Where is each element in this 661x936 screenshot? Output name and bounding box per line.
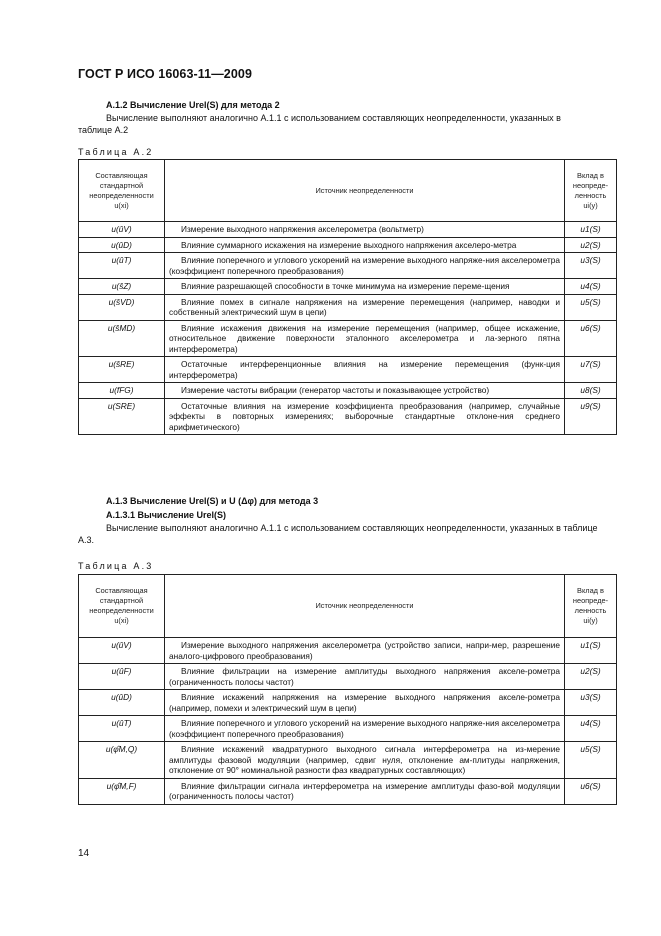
table-row	[79, 742, 617, 779]
table-cell-source: Влияние поперечного и углового ускорений на измерение выходного напряже-ния акселерометра (коэффициент поперечного преобразования)	[165, 716, 565, 742]
page-number: 14	[78, 848, 90, 859]
table-cell-symbol: u(ŝVD)	[79, 294, 165, 320]
table-cell-contribution: u2(S)	[565, 664, 617, 690]
table-a3-header-source: Источник неопределенности	[165, 575, 565, 638]
table-cell-contribution: u7(S)	[565, 357, 617, 383]
table-cell-symbol: u(ŝMD)	[79, 320, 165, 357]
table-row	[79, 690, 617, 716]
table-cell-contribution: u6(S)	[565, 778, 617, 804]
table-cell-source: Влияние искажений квадратурного выходного сигнала интерферометра на из-мерение амплитуды фазовой модуляции (например, сдвиг нуля, отклонение ам-плитуды напряжения, отклонение от 90° номинальной разности фаз квадратурных составляющих)	[165, 742, 565, 779]
table-cell-symbol: u(ûT)	[79, 253, 165, 279]
table-a2-header-component: Составляющая стандартной неопределенности u(xi)	[79, 160, 165, 222]
table-cell-symbol: u(ûT)	[79, 716, 165, 742]
table-cell-contribution: u1(S)	[565, 222, 617, 238]
table-row	[79, 222, 617, 238]
table-a2-header-contribution: Вклад в неопреде-ленность ui(y)	[565, 160, 617, 222]
table-cell-source: Влияние разрешающей способности в точке минимума на измерение переме-щения	[165, 279, 565, 295]
table-cell-source: Влияние искажений напряжения на измерение выходного напряжения акселе-рометра (например, помехи и электрический шум в цепи)	[165, 690, 565, 716]
table-row	[79, 320, 617, 357]
table-cell-symbol: u(ûV)	[79, 638, 165, 664]
table-row	[79, 237, 617, 253]
table-cell-source: Влияние искажения движения на измерение перемещения (например, общее искажение, относительное движение поверхности эталонного акселерометра и ла-зерного пятна интерферометра)	[165, 320, 565, 357]
table-row	[79, 638, 617, 664]
section-a13-heading: A.1.3 Вычисление Urel(S) и U (Δφ) для метода 3	[106, 496, 319, 506]
table-cell-symbol: u(fFG)	[79, 383, 165, 399]
table-a2-header-source: Источник неопределенности	[165, 160, 565, 222]
table-cell-contribution: u2(S)	[565, 237, 617, 253]
table-cell-contribution: u3(S)	[565, 690, 617, 716]
table-cell-source: Влияние поперечного и углового ускорений на измерение выходного напряже-ния акселерометра (коэффициент поперечного преобразования)	[165, 253, 565, 279]
table-row	[79, 279, 617, 295]
table-a3-caption: Таблица А.3	[78, 561, 154, 571]
section-a12-text: Вычисление выполняют аналогично А.1.1 с использованием составляющих неопределенности, указанных в таблице А.2	[78, 113, 561, 135]
table-cell-source: Остаточные интерференционные влияния на измерение перемещения (функ-ция интерферометра)	[165, 357, 565, 383]
table-cell-contribution: u6(S)	[565, 320, 617, 357]
table-cell-source: Влияние суммарного искажения на измерение выходного напряжения акселеро-метра	[165, 237, 565, 253]
table-cell-symbol: u(ŝRE)	[79, 357, 165, 383]
document-header: ГОСТ Р ИСО 16063-11—2009	[78, 67, 253, 81]
table-cell-source: Измерение выходного напряжения акселерометра (вольтметр)	[165, 222, 565, 238]
table-cell-source: Измерение частоты вибрации (генератор частоты и показывающее устройство)	[165, 383, 565, 399]
table-cell-contribution: u4(S)	[565, 716, 617, 742]
table-a3-header-contribution: Вклад в неопреде-ленность ui(y)	[565, 575, 617, 638]
table-cell-contribution: u9(S)	[565, 398, 617, 435]
table-row	[79, 778, 617, 804]
table-cell-source: Влияние фильтрации сигнала интерферометра на измерение амплитуды фазо-вой модуляции (ограниченность полосы частот)	[165, 778, 565, 804]
table-cell-symbol: u(ûD)	[79, 690, 165, 716]
table-cell-source: Остаточные влияния на измерение коэффициента преобразования (например, случайные эффекты в повторных измерениях; выборочные стандартные отклоне-ния среднего арифметического)	[165, 398, 565, 435]
table-a2-caption: Таблица А.2	[78, 147, 154, 157]
table-cell-symbol: u(SRE)	[79, 398, 165, 435]
table-row	[79, 253, 617, 279]
table-cell-symbol: u(ûV)	[79, 222, 165, 238]
section-a131-text: Вычисление выполняют аналогично А.1.1 с использованием составляющих неопределенности, указанных в таблице А.3.	[78, 523, 598, 545]
table-cell-symbol: u(ûD)	[79, 237, 165, 253]
table-cell-contribution: u3(S)	[565, 253, 617, 279]
section-a12-heading: A.1.2 Вычисление Urel(S) для метода 2	[106, 100, 280, 110]
table-cell-source: Влияние помех в сигнале напряжения на измерение перемещения (например, наводки и собственный электрический шум в цепи)	[165, 294, 565, 320]
table-cell-contribution: u8(S)	[565, 383, 617, 399]
table-cell-symbol: u(ûF)	[79, 664, 165, 690]
table-cell-contribution: u5(S)	[565, 294, 617, 320]
table-cell-symbol: u(φ̂M,Q)	[79, 742, 165, 779]
table-cell-source: Измерение выходного напряжения акселерометра (устройство записи, напри-мер, разрешение аналого-цифрового преобразования)	[165, 638, 565, 664]
table-cell-contribution: u1(S)	[565, 638, 617, 664]
table-row	[79, 357, 617, 383]
table-cell-symbol: u(φ̂M,F)	[79, 778, 165, 804]
table-row	[79, 294, 617, 320]
table-row	[79, 664, 617, 690]
table-row	[79, 716, 617, 742]
table-a3-header-component: Составляющая стандартной неопределенности u(xi)	[79, 575, 165, 638]
table-a2	[78, 159, 617, 435]
table-a3	[78, 574, 617, 805]
table-cell-source: Влияние фильтрации на измерение амплитуды выходного напряжения акселе-рометра (ограниченность полосы частот)	[165, 664, 565, 690]
table-cell-contribution: u5(S)	[565, 742, 617, 779]
table-cell-contribution: u4(S)	[565, 279, 617, 295]
table-row	[79, 383, 617, 399]
section-a131-heading: A.1.3.1 Вычисление Urel(S)	[106, 510, 227, 520]
table-row	[79, 398, 617, 435]
table-cell-symbol: u(ŝZ)	[79, 279, 165, 295]
